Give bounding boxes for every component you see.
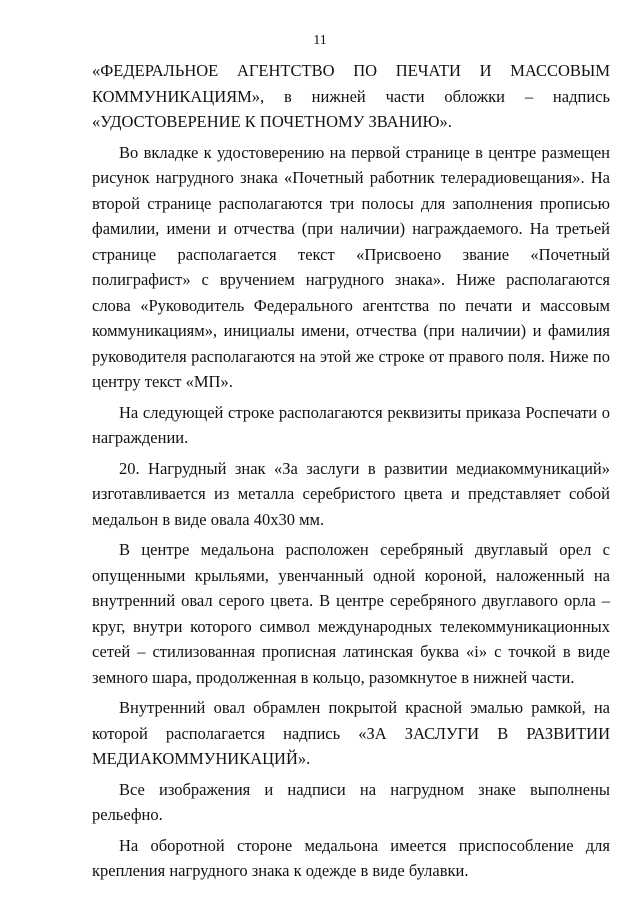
paragraph-inner-oval: Внутренний овал обрамлен покрытой красной эмалью рамкой, на которой располагается надпись «ЗА ЗАСЛУГИ В РАЗВИТИИ МЕДИАКОММУНИКАЦИЙ». <box>92 698 610 768</box>
paragraph-cover-inscription: «ФЕДЕРАЛЬНОЕ АГЕНТСТВО ПО ПЕЧАТИ И МАССОВЫМ КОММУНИКАЦИЯМ», в нижней части обложки – надпись «УДОСТОВЕРЕНИЕ К ПОЧЕТНОМУ ЗВАНИЮ». <box>92 61 610 131</box>
paragraph-medallion-center: В центре медальона расположен серебряный двуглавый орел с опущенными крыльями, увенчанный одной короной, наложенный на внутренний овал серого цвета. В центре серебряного двуглавого орла – круг, внутри которого символ международных телекоммуникационных сетей – стилизованная прописная латинская буква «i» с точкой в виде земного шара, продолженная в кольцо, разомкнутое в нижней части. <box>92 540 610 687</box>
paragraph-insert-description: Во вкладке к удостоверению на первой странице в центре размещен рисунок нагрудного знака «Почетный работник телерадиовещания». На второй странице располагаются три полосы для заполнения прописью фамилии, имени и отчества (при наличии) награждаемого. На третьей странице располагается текст «Присвоено звание «Почетный полиграфист» с вручением нагрудного знака». Ниже располагаются слова «Руководитель Федерального агентства по печати и массовым коммуникациям», инициалы имени, отчества (при наличии) и фамилия руководителя располагаются на этой же строке от правого поля. Ниже по центру текст «МП». <box>92 142 610 391</box>
paragraph-order-details: На следующей строке располагаются реквизиты приказа Роспечати о награждении. <box>92 402 610 447</box>
document-body <box>92 58 610 884</box>
paragraph-relief: Все изображения и надписи на нагрудном знаке выполнены рельефно. <box>92 779 610 824</box>
paragraph-reverse-side: На оборотной стороне медальона имеется приспособление для крепления нагрудного знака к одежде в виде булавки. <box>92 835 610 880</box>
paragraph-badge-material: 20. Нагрудный знак «За заслуги в развитии медиакоммуникаций» изготавливается из металла серебристого цвета и представляет собой медальон в виде овала 40х30 мм. <box>92 458 610 529</box>
page-number: 11 <box>313 33 327 48</box>
